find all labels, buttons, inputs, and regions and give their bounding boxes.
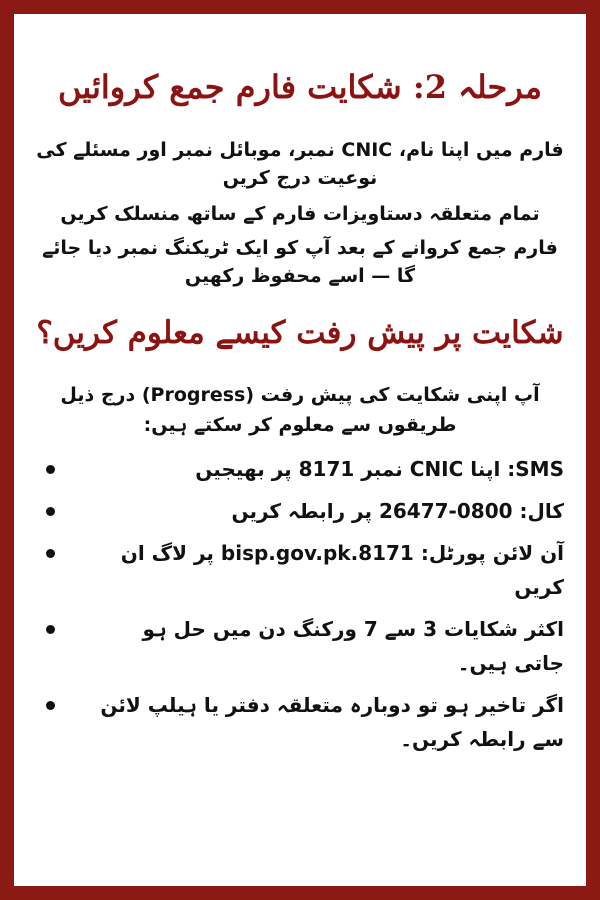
list-item-sms bbox=[36, 452, 564, 486]
list-item-resolution-time bbox=[36, 612, 564, 680]
list-item-text: آن لائن پورٹل: 8171.bisp.gov.pk پر لاگ ان کریں bbox=[120, 541, 564, 599]
step2-line-1: فارم میں اپنا نام، CNIC نمبر، موبائل نمبر اور مسئلے کی نوعیت درج کریں bbox=[36, 139, 564, 189]
list-item-text: SMS: اپنا CNIC نمبر 8171 پر بھیجیں bbox=[195, 457, 564, 481]
progress-intro: آپ اپنی شکایت کی پیش رفت (Progress) درج ذیل طریقوں سے معلوم کر سکتے ہیں: bbox=[60, 384, 540, 436]
list-item-text: اکثر شکایات 3 سے 7 ورکنگ دن میں حل ہو جاتی ہیں۔ bbox=[142, 617, 564, 675]
list-item-call bbox=[36, 494, 564, 528]
progress-heading: شکایت پر پیش رفت کیسے معلوم کریں؟ bbox=[36, 315, 564, 351]
list-item-portal bbox=[36, 536, 564, 604]
list-item-delay-contact bbox=[36, 688, 564, 756]
bullet-icon bbox=[46, 625, 55, 634]
article-body bbox=[36, 62, 564, 764]
step2-line-2: تمام متعلقہ دستاویزات فارم کے ساتھ منسلک کریں bbox=[60, 203, 540, 225]
list-item-text: اگر تاخیر ہو تو دوبارہ متعلقہ دفتر یا ہیلپ لائن سے رابطہ کریں۔ bbox=[100, 693, 564, 751]
bullet-icon bbox=[46, 549, 55, 558]
progress-methods-list bbox=[36, 452, 564, 756]
bullet-icon bbox=[46, 701, 55, 710]
list-item-text: کال: 0800-26477 پر رابطہ کریں bbox=[231, 499, 564, 523]
content-card bbox=[14, 14, 586, 886]
bullet-icon bbox=[46, 465, 55, 474]
bullet-icon bbox=[46, 507, 55, 516]
step2-line-3: فارم جمع کروانے کے بعد آپ کو ایک ٹریکنگ نمبر دیا جائے گا — اسے محفوظ رکھیں bbox=[42, 237, 558, 287]
step2-heading: مرحلہ 2: شکایت فارم جمع کروائیں bbox=[57, 68, 543, 106]
